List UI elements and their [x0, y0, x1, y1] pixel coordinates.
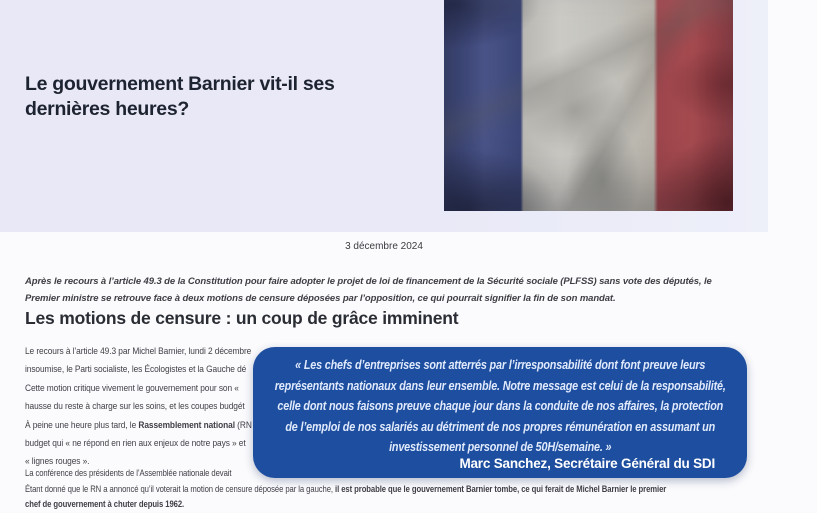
french-flag-image [444, 0, 733, 211]
paragraph-line: insoumise, le Parti socialiste, les Écologistes et la Gauche dé [25, 364, 247, 375]
quote-attribution: Marc Sanchez, Secrétaire Général du SDI [459, 456, 715, 471]
paragraph-line: « lignes rouges ». [25, 456, 90, 467]
paragraph-line: chef de gouvernement à chuter depuis 1962. [25, 499, 185, 510]
page-title: Le gouvernement Barnier vit-il ses dernières heures? [25, 73, 335, 120]
article-date: 3 décembre 2024 [345, 241, 423, 252]
paragraph-line: À peine une heure plus tard, le Rassemblement national (RN [25, 420, 252, 431]
paragraph-line: Le recours à l’article 49.3 par Michel Barnier, lundi 2 décembre [25, 346, 252, 357]
flag-texture-overlay [444, 0, 733, 211]
paragraph-line: hausse du reste à charge sur les soins, et les coupes budgét [25, 401, 245, 412]
quote-text: « Les chefs d’entreprises sont atterrés par l’irresponsabilité dont font preuve leurs représentants nationaux dans leur ensemble. Notre message est celui de la responsabilité, celle dont nous faisons preuve chaque jour dans la conduite de nos affaires, la protection de l’emploi de nos salariés au détriment de nos propres rémunération en assumant un investissement personnel de 50H/semaine. » [274, 358, 726, 454]
paragraph-line: La conférence des présidents de l’Assemblée nationale devait [25, 468, 232, 479]
article-hero [0, 0, 768, 232]
quote-card [253, 347, 747, 478]
paragraph-line: Cette motion critique vivement le gouvernement pour son « [25, 383, 239, 394]
paragraph-line: budget qui « ne répond en rien aux enjeux de notre pays » et [25, 438, 246, 449]
article-intro: Après le recours à l’article 49.3 de la Constitution pour faire adopter le projet de loi de financement de la Sécurité sociale (PLFSS) sans vote des députés, le Premier ministre se retrouve face à deux motions de censure déposées par l’opposition, ce qui pourrait signifier la fin de son mandat. [25, 276, 712, 304]
section-heading: Les motions de censure : un coup de grâce imminent [25, 308, 459, 328]
paragraph-line: Étant donné que le RN a annoncé qu’il voterait la motion de censure déposée par la gauche, il est probable que le gouvernement Barnier tombe, ce qui ferait de Michel Barnier le premier [25, 483, 667, 495]
